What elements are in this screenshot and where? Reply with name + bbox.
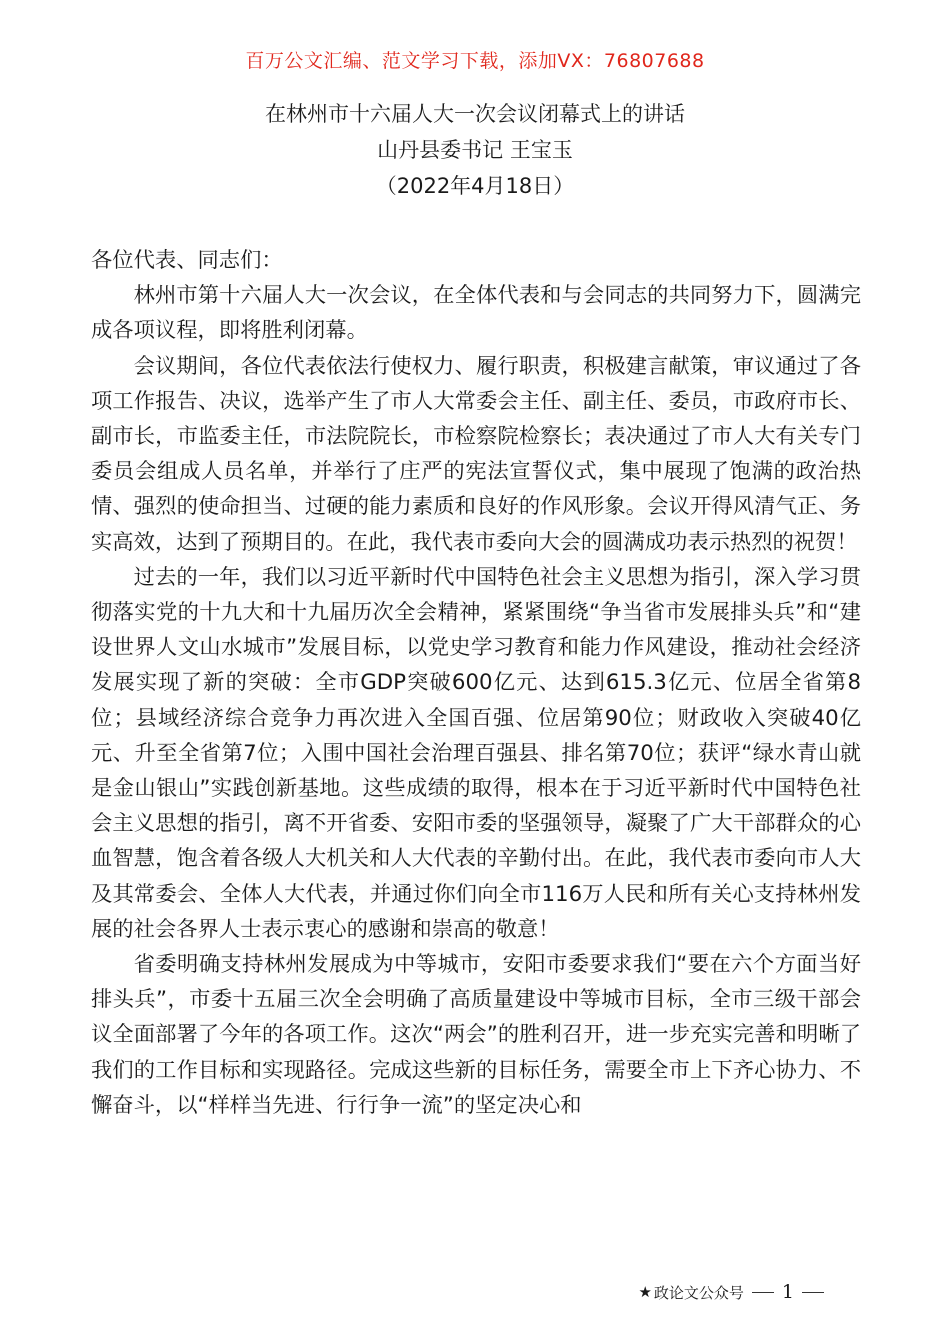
footer-dash-right xyxy=(802,1292,824,1293)
body-paragraph: 会议期间，各位代表依法行使权力、履行职责，积极建言献策，审议通过了各项工作报告、决议，选举产生了市人大常委会主任、副主任、委员，市政府市长、副市长，市监委主任，市法院院长，市检察院检察长；表决通过了市人大有关专门委员会组成人员名单，并举行了庄严的宪法宣誓仪式，集中展现了饱满的政治热情、强烈的使命担当、过硬的能力素质和良好的作风形象。会议开得风清气正、务实高效，达到了预期目的。在此，我代表市委向大会的圆满成功表示热烈的祝贺！ xyxy=(91,353,861,555)
star-icon: ★ xyxy=(638,1283,652,1301)
document-title: 在林州市十六届人大一次会议闭幕式上的讲话 xyxy=(265,102,685,126)
document-title-block xyxy=(0,96,950,204)
body-paragraph: 林州市第十六届人大一次会议，在全体代表和与会同志的共同努力下，圆满完成各项议程，即将胜利闭幕。 xyxy=(91,283,861,344)
header-banner: 百万公文汇编、范文学习下载，添加VX：76807688 xyxy=(245,50,705,72)
footer-source: 政论文公众号 xyxy=(653,1283,744,1302)
footer-dash-left xyxy=(752,1292,774,1293)
document-author: 山丹县委书记 王宝玉 xyxy=(377,138,573,162)
document-date: （2022年4月18日） xyxy=(375,174,575,198)
body-paragraph: 过去的一年，我们以习近平新时代中国特色社会主义思想为指引，深入学习贯彻落实党的十九大和十九届历次全会精神，紧紧围绕“争当省市发展排头兵”和“建设世界人文山水城市”发展目标，以党史学习教育和能力作风建设，推动社会经济发展实现了新的突破：全市GDP突破600亿元、达到615.3亿元、位居全省第8位；县域经济综合竞争力再次进入全国百强、位居第90位；财政收入突破40亿元、升至全省第7位；入围中国社会治理百强县、排名第70位；获评“绿水青山就是金山银山”实践创新基地。这些成绩的取得，根本在于习近平新时代中国特色社会主义思想的指引，离不开省委、安阳市委的坚强领导，凝聚了广大干部群众的心血智慧，饱含着各级人大机关和人大代表的辛勤付出。在此，我代表市委向市人大及其常委会、全体人大代表，并通过你们向全市116万人民和所有关心支持林州发展的社会各界人士表示衷心的感谢和崇高的敬意！ xyxy=(91,564,861,942)
body-paragraph: 省委明确支持林州发展成为中等城市，安阳市委要求我们“要在六个方面当好排头兵”，市委十五届三次全会明确了高质量建设中等城市目标，全市三级干部会议全面部署了今年的各项工作。这次“两会”的胜利召开，进一步充实完善和明晰了我们的工作目标和实现路径。完成这些新的目标任务，需要全市上下齐心协力、不懈奋斗，以“样样当先进、行行争一流”的坚定决心和 xyxy=(91,952,861,1118)
page-footer xyxy=(638,1281,832,1303)
page-number: 1 xyxy=(781,1281,794,1303)
salutation: 各位代表、同志们： xyxy=(91,248,283,273)
document-body xyxy=(91,243,861,1123)
